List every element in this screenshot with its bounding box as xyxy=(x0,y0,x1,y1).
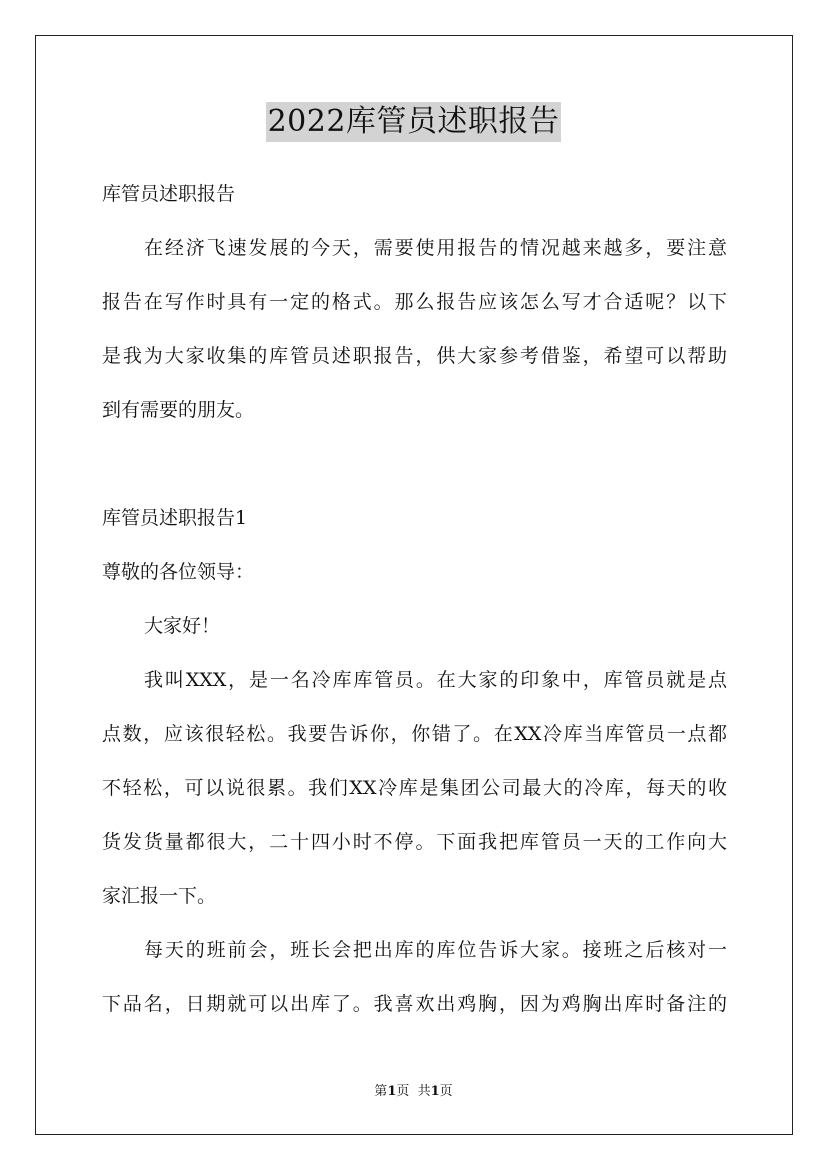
greeting: 大家好！ xyxy=(144,615,221,637)
section-heading: 库管员述职报告 xyxy=(102,183,236,205)
paragraph-line: 不轻松，可以说很累。我们XX冷库是集团公司最大的冷库，每天的收 xyxy=(102,777,727,799)
paragraph-line: 家汇报一下。 xyxy=(102,885,217,907)
paragraph-line: 在经济飞速发展的今天，需要使用报告的情况越来越多，要注意 xyxy=(144,237,727,259)
paragraph-line: 到有需要的朋友。 xyxy=(102,399,255,421)
paragraph-line: 我叫XXX，是一名冷库库管员。在大家的印象中，库管员就是点 xyxy=(144,669,727,691)
paragraph-line: 报告在写作时具有一定的格式。那么报告应该怎么写才合适呢？以下 xyxy=(102,291,727,313)
title-container xyxy=(0,102,827,142)
footer-page-current: 1 xyxy=(387,1084,397,1099)
document-title: 2022库管员述职报告 xyxy=(266,102,562,142)
paragraph-line: 下品名，日期就可以出库了。我喜欢出鸡胸，因为鸡胸出库时备注的 xyxy=(102,993,727,1015)
paragraph-line: 是我为大家收集的库管员述职报告，供大家参考借鉴，希望可以帮助 xyxy=(102,345,727,367)
paragraph-line: 货发货量都很大，二十四小时不停。下面我把库管员一天的工作向大 xyxy=(102,831,727,853)
page-footer xyxy=(0,1083,827,1101)
salutation: 尊敬的各位领导： xyxy=(102,561,255,583)
paragraph-line: 点数，应该很轻松。我要告诉你，你错了。在XX冷库当库管员一点都 xyxy=(102,723,727,745)
paragraph-line: 每天的班前会，班长会把出库的库位告诉大家。接班之后核对一 xyxy=(144,939,727,961)
footer-page-total: 1 xyxy=(430,1084,440,1099)
footer-mid: 页 共 xyxy=(396,1084,431,1099)
footer-prefix: 第 xyxy=(374,1084,388,1099)
footer-suffix: 页 xyxy=(439,1084,453,1099)
section-heading: 库管员述职报告1 xyxy=(102,507,248,529)
